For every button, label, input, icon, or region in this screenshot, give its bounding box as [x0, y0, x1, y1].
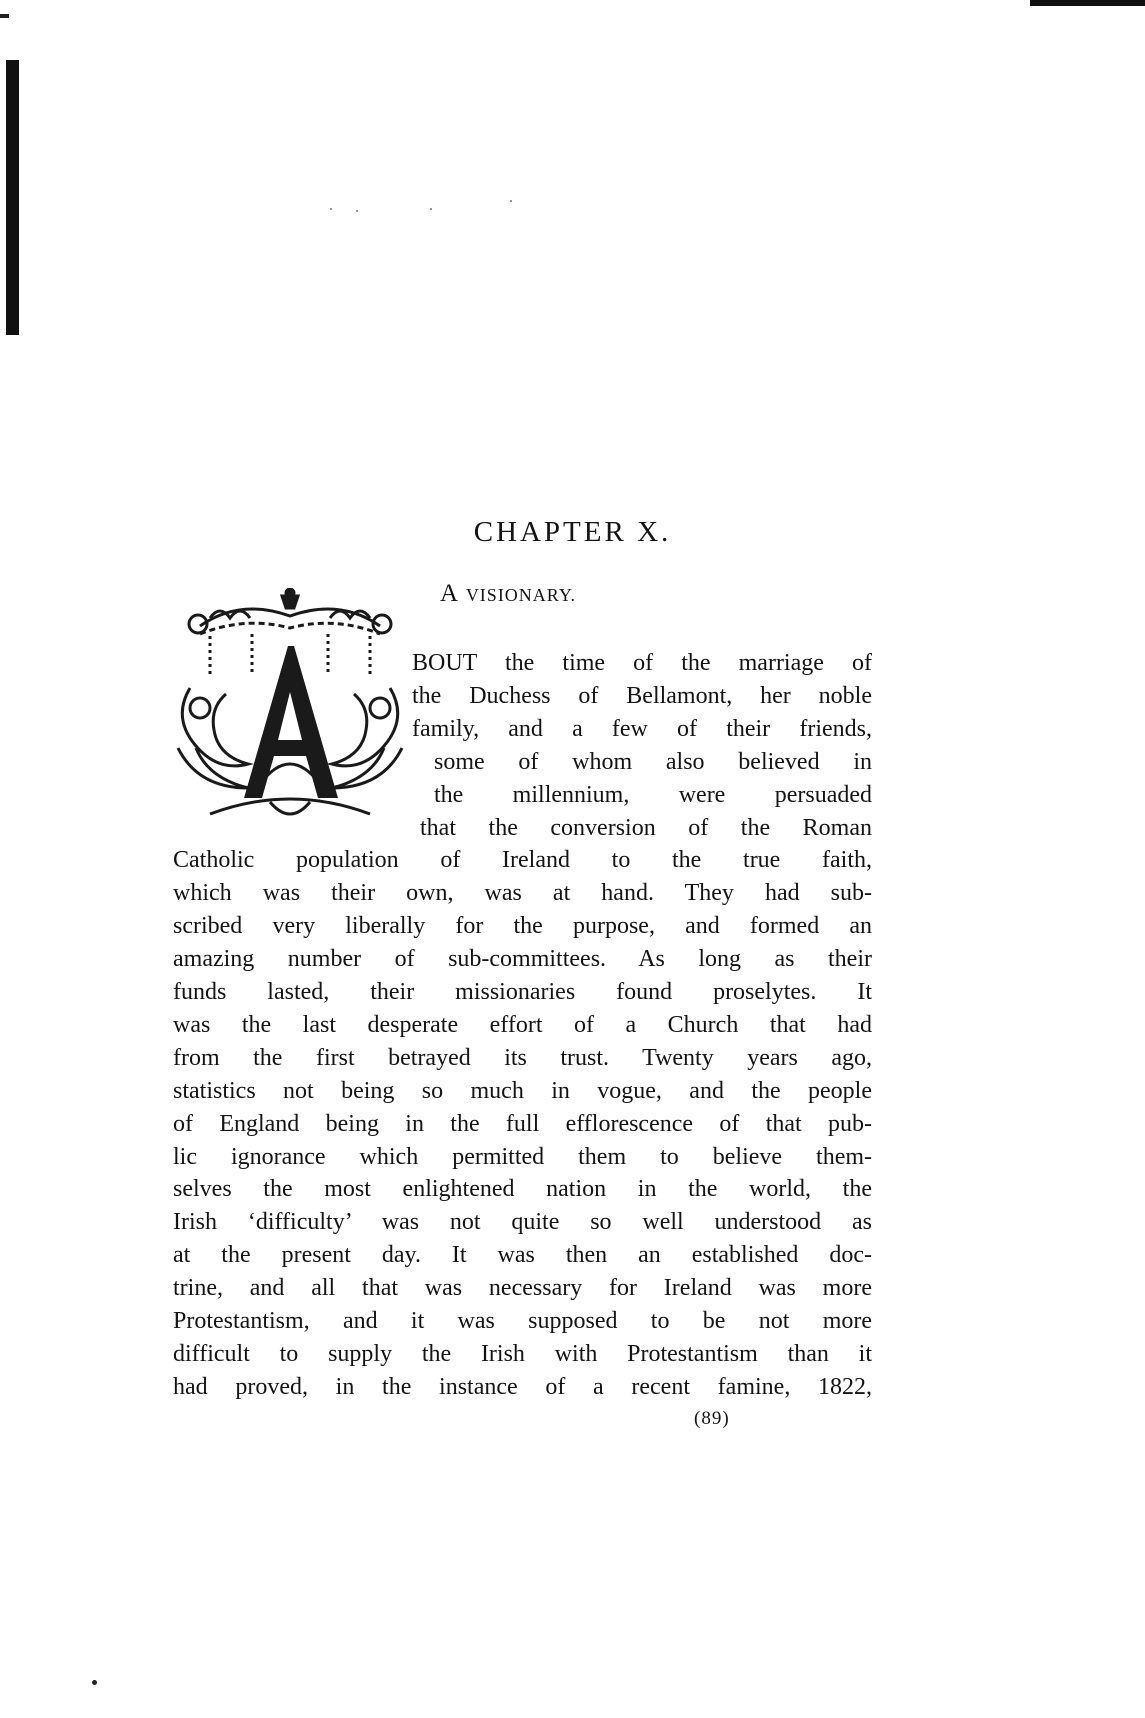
- body-text-line: family, and a few of their friends,: [412, 715, 872, 742]
- body-text-line: that the conversion of the Roman: [420, 814, 872, 841]
- body-text-line: some of whom also believed in: [434, 748, 872, 775]
- body-text-line: which was their own, was at hand. They had sub-: [173, 880, 872, 907]
- subtitle-rest: VISIONARY.: [465, 585, 576, 605]
- scan-top-rule: [1030, 0, 1145, 6]
- scan-edge-shadow: [6, 60, 19, 335]
- ornamental-initial-a-icon: [170, 588, 410, 828]
- body-text-line: Catholic population of Ireland to the true faith,: [173, 847, 872, 874]
- page-number: (89): [694, 1408, 730, 1429]
- body-text-line: lic ignorance which permitted them to believe them-: [173, 1143, 872, 1170]
- body-text-line: statistics not being so much in vogue, and the people: [173, 1077, 872, 1104]
- chapter-subtitle: [440, 580, 576, 608]
- body-text-line: had proved, in the instance of a recent famine, 1822,: [173, 1373, 872, 1400]
- body-text-line: funds lasted, their missionaries found proselytes. It: [173, 979, 872, 1005]
- body-text-line: the Duchess of Bellamont, her noble: [412, 682, 872, 709]
- body-text-line: of England being in the full efflorescence of that pub-: [173, 1110, 872, 1137]
- body-text-line: was the last desperate effort of a Church that had: [173, 1011, 872, 1038]
- body-text-line: trine, and all that was necessary for Ireland was more: [173, 1275, 872, 1302]
- scan-edge-mark: [0, 14, 9, 18]
- body-text-line: Irish ‘difficulty’ was not quite so well understood as: [173, 1209, 872, 1236]
- body-text-line: selves the most enlightened nation in the world, the: [173, 1176, 872, 1203]
- body-text-line: difficult to supply the Irish with Protestantism than it: [173, 1340, 872, 1367]
- drop-cap-letter: A: [170, 588, 171, 589]
- subtitle-initial: A: [440, 580, 460, 607]
- body-text-line: at the present day. It was then an established doc-: [173, 1242, 872, 1269]
- chapter-title: CHAPTER X.: [473, 516, 672, 548]
- body-text-line: from the first betrayed its trust. Twenty years ago,: [173, 1044, 872, 1071]
- body-text-line: scribed very liberally for the purpose, and formed an: [173, 913, 872, 940]
- body-text-line: BOUT the time of the marriage of: [412, 650, 872, 676]
- body-text-line: the millennium, were persuaded: [434, 781, 872, 808]
- body-text-line: Protestantism, and it was supposed to be not more: [173, 1308, 872, 1334]
- body-text-line: amazing number of sub-committees. As long as their: [173, 946, 872, 973]
